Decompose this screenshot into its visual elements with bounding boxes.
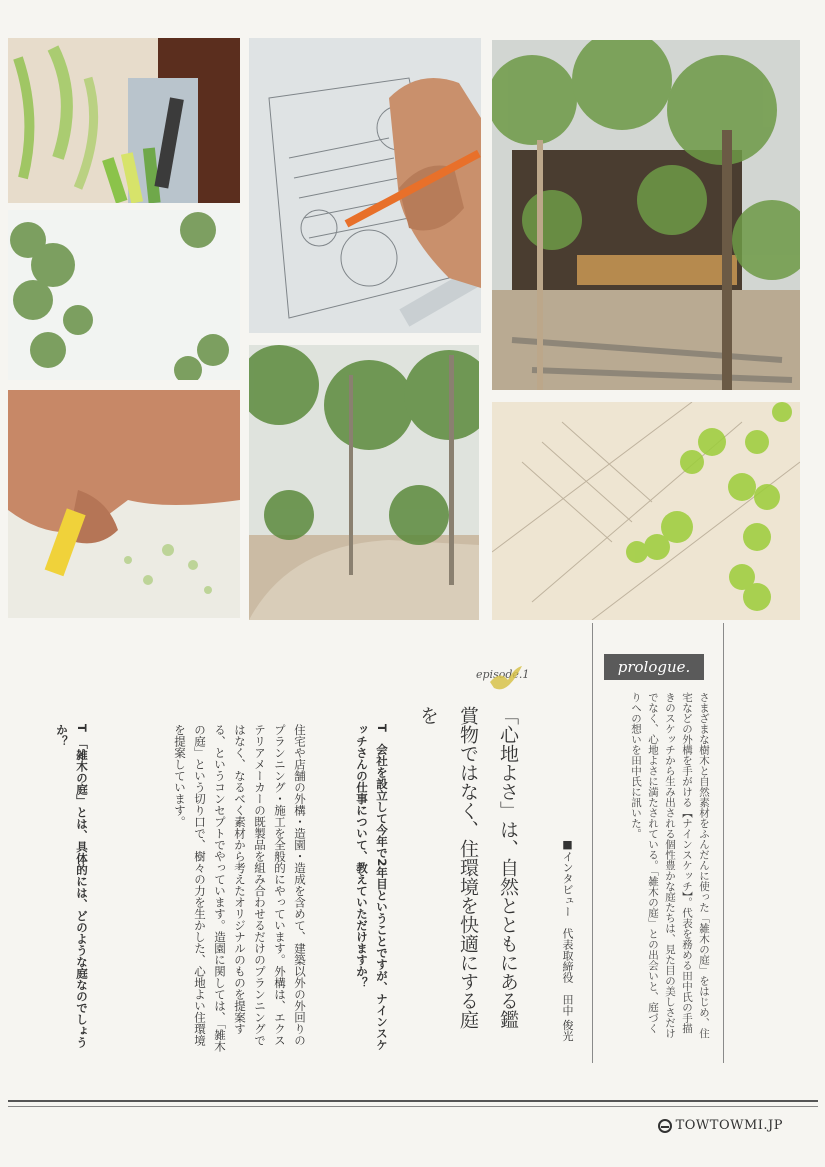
question-1: T 会社を設立して今年で2年目ということですが、ナインスケッチさんの仕事について、教えていただけますか？ [355,724,389,1051]
prologue-badge: prologue. [604,654,704,680]
question-2: T 「雑木の庭」とは、具体的には、どのような庭なのでしょうか？ [55,724,89,1049]
bird-icon [488,662,524,698]
answer-1: 住宅や店舗の外構・造園・造成を含めて、建築以外の外回りのプランニング・施工を全般的にやっています。外構は、エクステリアメーカーの既製品を組み合わせるだけのプランニングではなく、なるべく素材から考えたオリジナルのものを提案する、というコンセプトでやっています。造園に関しては、「雑木の庭」という切り口で、樹々の力を生かした、心地よい住環境を提案しています。 [173,724,307,1052]
photo-foliage [8,210,240,380]
photo-markers [8,38,240,203]
footer-rule-thin [8,1106,818,1107]
footer-rule [8,1100,818,1102]
logo-text: TOWTOWMI.JP [675,1118,783,1133]
interview-credit: ■インタビュー 代表取締役 田中 俊光 [561,838,574,1042]
photo-pastel-hand [8,390,240,618]
photo-garden-path [249,345,479,620]
logo-icon [658,1119,672,1133]
photo-pencil-sketch [249,38,481,333]
photo-house-garden [492,40,800,390]
footer-logo [658,1118,783,1133]
episode-label: episode.1 [476,668,530,681]
headline: 「心地よさ」は、自然とともにある鑑賞物ではなく、住環境を快適にする庭を [417,706,519,1029]
prologue-text: さまざまな樹木と自然素材をふんだんに使った「雑木の庭」をはじめ、住宅などの外構を手がける【ナインスケッチ】。代表を務める田中氏の手描きのスケッチから生み出される個性豊かな庭たちは、見た目の美しさだけでなく、心地よさに満たされている。「雑木の庭」との出会いと、庭づくりへの想いを田中氏に訊いた。 [630,692,710,1039]
photo-plan-trees [492,402,800,620]
